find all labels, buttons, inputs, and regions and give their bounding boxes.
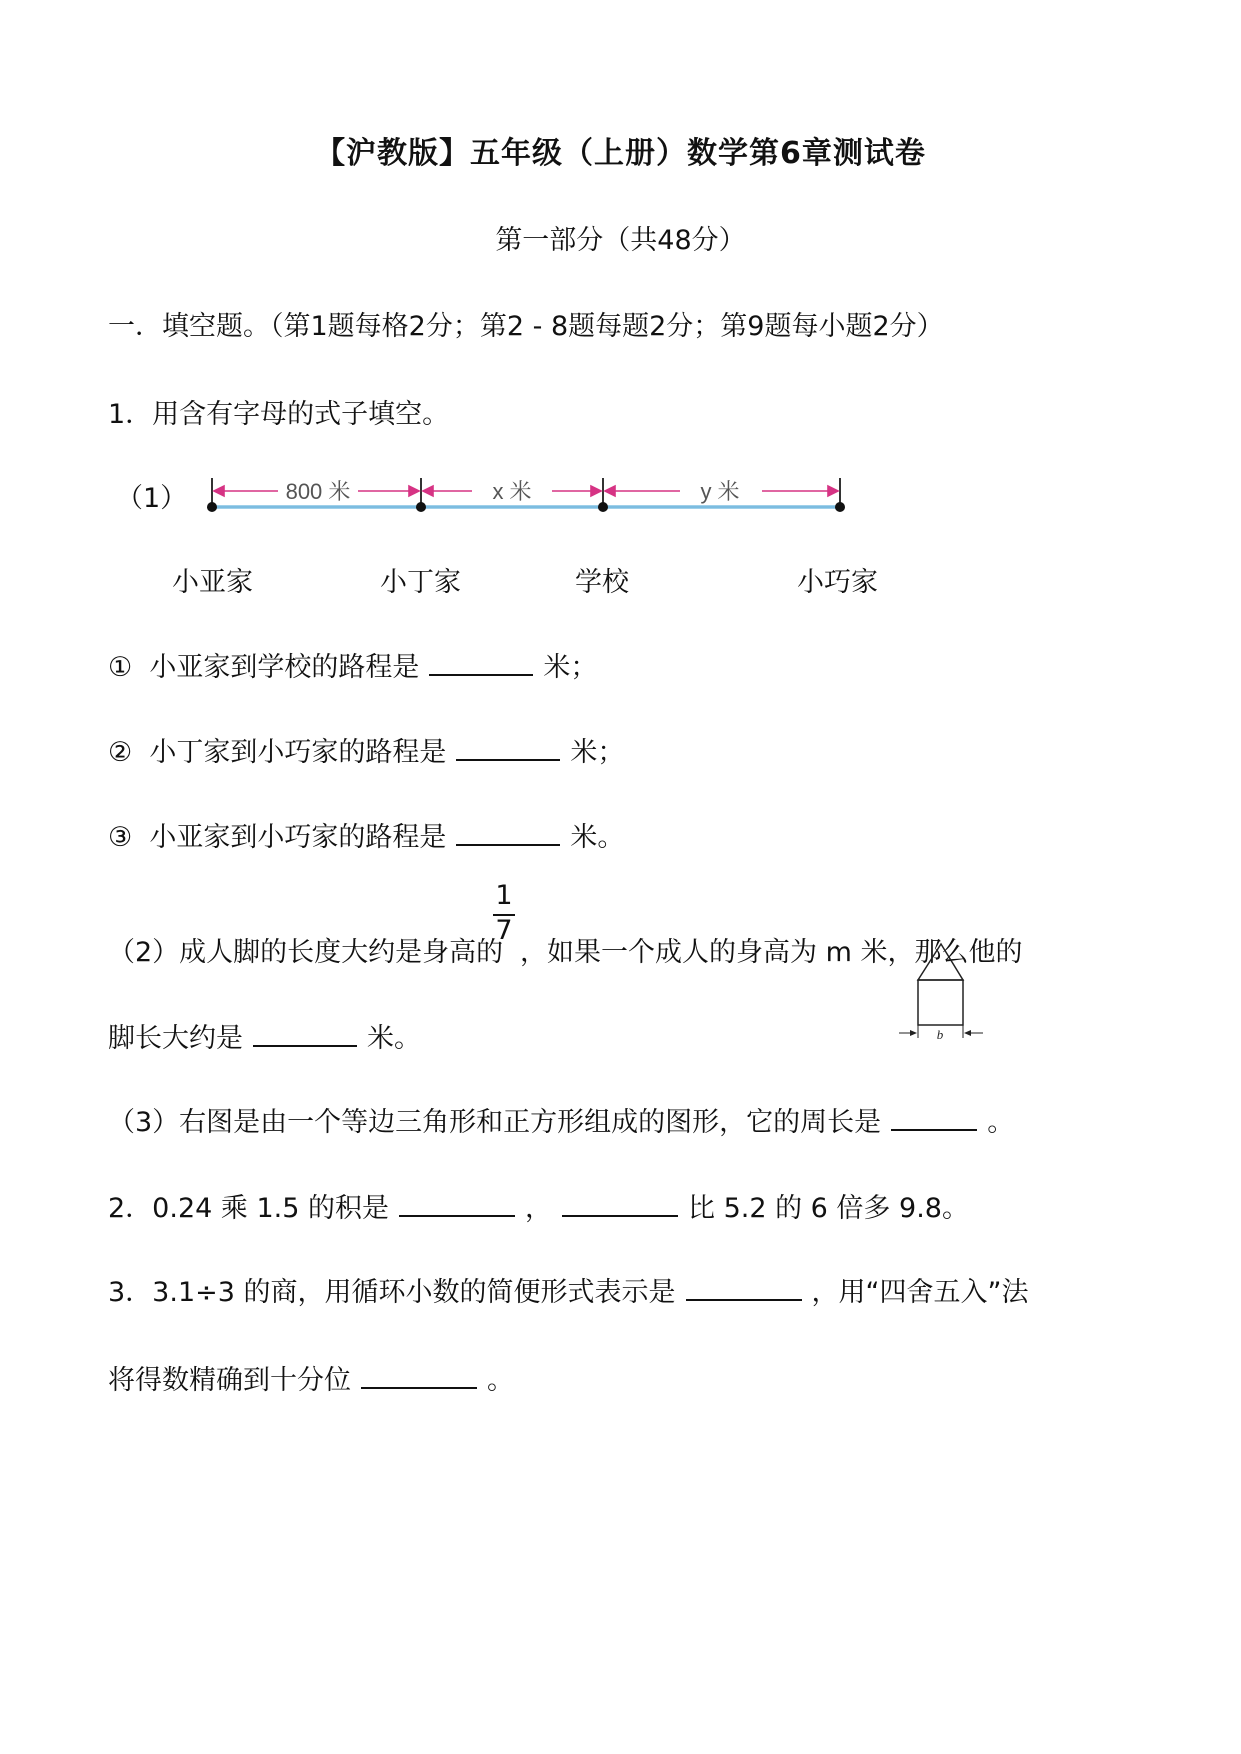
- question-3-text2: 将得数精确到十分位: [108, 1365, 351, 1396]
- item-number: ②: [108, 737, 133, 768]
- exam-title: 【沪教版】五年级（上册）数学第6章测试卷: [315, 136, 926, 171]
- answer-blank[interactable]: [399, 1189, 515, 1217]
- place-label: 小亚家: [172, 567, 253, 598]
- point-xiaoqiao: [835, 502, 845, 512]
- place-label: 学校: [575, 567, 629, 598]
- item-3: [108, 815, 624, 854]
- triangle-square-figure: [895, 940, 987, 1050]
- question-2: [108, 1186, 969, 1225]
- item-text: 小亚家到小巧家的路程是: [149, 822, 447, 853]
- question-3-line2: [108, 1358, 514, 1397]
- item-text: 小亚家到学校的路程是: [149, 652, 420, 683]
- answer-blank[interactable]: [891, 1103, 977, 1131]
- item-2: [108, 730, 624, 769]
- question-2-sep: ，: [524, 1193, 552, 1224]
- sub-question-2-line1a: （2）成人脚的长度大约是身高的: [108, 937, 504, 968]
- answer-blank[interactable]: [361, 1361, 477, 1389]
- sub-question-2-end: 米。: [367, 1023, 421, 1054]
- sub-question-2-line2: [108, 1016, 421, 1055]
- answer-blank[interactable]: [429, 648, 533, 676]
- item-end: 米；: [570, 737, 625, 768]
- sub-question-1-label: （1）: [116, 483, 188, 514]
- point-xiaoding: [416, 502, 426, 512]
- fraction-numerator: 1: [495, 880, 513, 911]
- figure-side-label: b: [936, 1027, 944, 1042]
- segment-3-label: y 米: [700, 479, 740, 504]
- item-number: ①: [108, 652, 133, 683]
- point-xiaoya: [207, 502, 217, 512]
- sub-question-2-line1b: ，如果一个成人的身高为 m 米，那么他的: [520, 937, 1023, 968]
- answer-blank[interactable]: [686, 1273, 802, 1301]
- question-3-line1: [108, 1270, 1029, 1309]
- section1-heading: 一．填空题。（第1题每格2分；第2 - 8题每题2分；第9题每小题2分）: [108, 311, 944, 342]
- sub-question-2-text: 脚长大约是: [108, 1023, 243, 1054]
- answer-blank[interactable]: [456, 733, 560, 761]
- question-3-mid: ，用“四舍五入”法: [811, 1277, 1029, 1308]
- question-3-end: 。: [487, 1365, 514, 1396]
- sub-question-3: [108, 1100, 1014, 1139]
- answer-blank[interactable]: [456, 818, 560, 846]
- part1-heading: 第一部分（共48分）: [495, 225, 746, 256]
- question-2-end: 比 5.2 的 6 倍多 9.8。: [687, 1193, 969, 1224]
- item-1: [108, 645, 597, 684]
- place-label: 小丁家: [380, 567, 461, 598]
- fraction-denominator: 7: [495, 915, 513, 946]
- question-2-text: 2．0.24 乘 1.5 的积是: [108, 1193, 389, 1224]
- segment-1-label: 800 米: [285, 479, 351, 504]
- item-number: ③: [108, 822, 133, 853]
- distance-diagram: [200, 470, 860, 530]
- place-label: 小巧家: [797, 567, 878, 598]
- point-school: [598, 502, 608, 512]
- answer-blank[interactable]: [562, 1189, 678, 1217]
- sub-question-3-text: （3）右图是由一个等边三角形和正方形组成的图形，它的周长是: [108, 1107, 882, 1138]
- item-end: 米；: [543, 652, 598, 683]
- item-text: 小丁家到小巧家的路程是: [149, 737, 447, 768]
- answer-blank[interactable]: [253, 1019, 357, 1047]
- sub-question-3-end: 。: [987, 1107, 1015, 1138]
- item-end: 米。: [570, 822, 625, 853]
- question-1-stem: 1．用含有字母的式子填空。: [108, 399, 450, 430]
- segment-2-label: x 米: [492, 479, 532, 504]
- question-3-text: 3．3.1÷3 的商，用循环小数的简便形式表示是: [108, 1277, 676, 1308]
